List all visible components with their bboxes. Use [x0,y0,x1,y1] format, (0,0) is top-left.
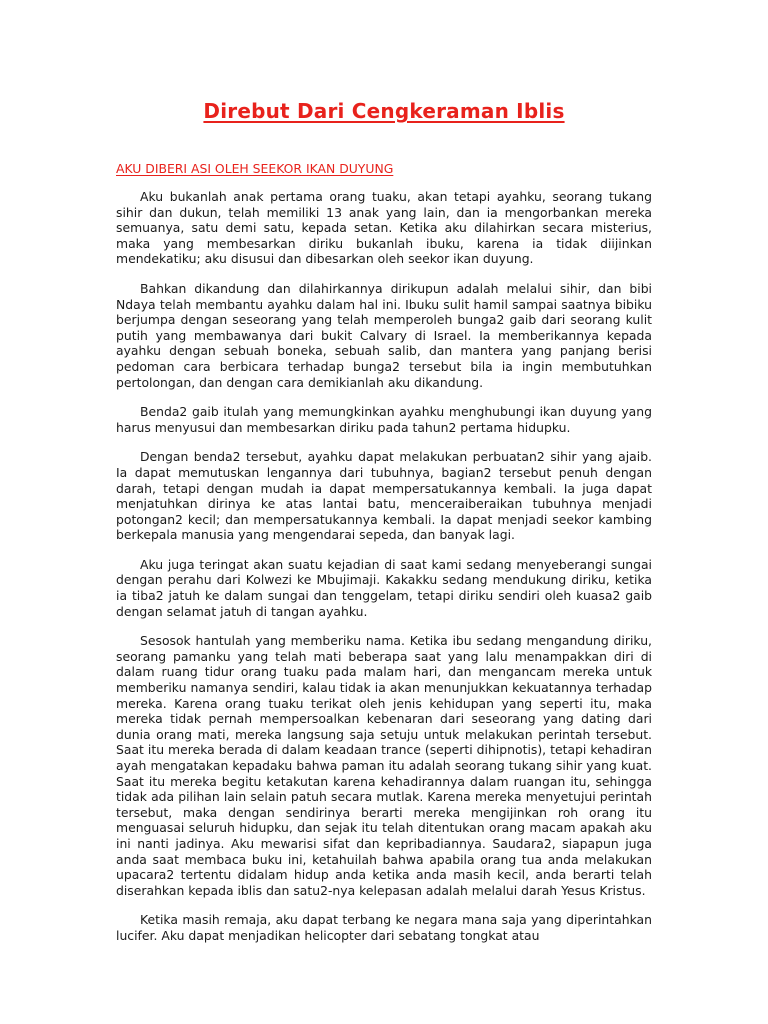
paragraph: Benda2 gaib itulah yang memungkinkan ayahku menghubungi ikan duyung yang harus menyusui dan membesarkan diriku pada tahun2 pertama hidupku. [116,404,652,435]
paragraph: Dengan benda2 tersebut, ayahku dapat melakukan perbuatan2 sihir yang ajaib. Ia dapat memutuskan lengannya dari tubuhnya, bagian2 tersebut penuh dengan darah, tetapi dengan mudah ia dapat mempersatukannya kembali. Ia juga dapat menjatuhkan dirinya ke atas lantai batu, menceraiberaikan tubuhnya menjadi potongan2 kecil; dan mempersatukannya kembali. Ia dapat menjadi seekor kambing berkepala manusia yang mengendarai sepeda, dan banyak lagi. [116,449,652,543]
paragraph: Ketika masih remaja, aku dapat terbang ke negara mana saja yang diperintahkan lucifer. Aku dapat menjadikan helicopter dari sebatang tongkat atau [116,912,652,943]
body-text [116,189,652,944]
paragraph: Aku juga teringat akan suatu kejadian di saat kami sedang menyeberangi sungai dengan perahu dari Kolwezi ke Mbujimaji. Kakakku sedang mendukung diriku, ketika ia tiba2 jatuh ke dalam sungai dan tenggelam, tetapi diriku sendiri oleh kuasa2 gaib dengan selamat jatuh di tangan ayahku. [116,556,652,619]
paragraph: Bahkan dikandung dan dilahirkannya dirikupun adalah melalui sihir, dan bibi Ndaya telah membantu ayahku dalam hal ini. Ibuku sulit hamil sampai saatnya bibiku berjumpa dengan seseorang yang telah memperoleh bunga2 gaib dari seorang kulit putih yang membawanya dari bukit Calvary di Israel. Ia memberikannya kepada ayahku dengan sebuah boneka, sebuah salib, dan mantera yang panjang berisi pedoman cara berbicara terhadap bunga2 tersebut bila ia ingin membutuhkan pertolongan, dan dengan cara demikianlah aku dikandung. [116,280,652,390]
chapter-heading: AKU DIBERI ASI OLEH SEEKOR IKAN DUYUNG [116,161,394,176]
paragraph: Sesosok hantulah yang memberiku nama. Ketika ibu sedang mengandung diriku, seorang pamanku yang telah mati beberapa saat yang lalu menampakkan diri di dalam ruang tidur orang tuaku pada malam hari, dan mengancam mereka untuk memberiku namanya sendiri, kalau tidak ia akan menunjukkan kekuatannya terhadap mereka. Karena orang tuaku terikat oleh jenis kehidupan yang seperti itu, maka mereka tidak pernah mempersoalkan kebenaran dari seseorang yang dating dari dunia orang mati, mereka langsung saja setuju untuk melakukan perintah tersebut. Saat itu mereka berada di dalam keadaan trance (seperti dihipnotis), tetapi kehadiran ayah mengatakan kepadaku bahwa paman itu adalah seorang tukang sihir yang kuat. Saat itu mereka begitu ketakutan karena kehadirannya dalam ruangan itu, sehingga tidak ada pilihan lain selain patuh secara mutlak. Karena mereka menyetujui perintah tersebut, maka dengan sendirinya berarti mereka mengijinkan roh orang itu menguasai seluruh hidupku, dan sejak itu telah ditentukan orang macam apakah aku ini nanti jadinya. Aku mewarisi sifat dan kepribadiannya. Saudara2, siapapun juga anda saat membaca buku ini, ketahuilah bahwa apabila orang tua anda melakukan upacara2 tertentu didalam hidup anda ketika anda masih kecil, anda berarti telah diserahkan kepada iblis dan satu2-nya kelepasan adalah melalui darah Yesus Kristus. [116,633,652,898]
paragraph: Aku bukanlah anak pertama orang tuaku, akan tetapi ayahku, seorang tukang sihir dan dukun, telah memiliki 13 anak yang lain, dan ia mengorbankan mereka semuanya, satu demi satu, kepada setan. Ketika aku dilahirkan secara misterius, maka yang membesarkan diriku bukanlah ibuku, karena ia tidak diijinkan mendekatiku; aku disusui dan dibesarkan oleh seekor ikan duyung. [116,189,652,267]
document-title: Direbut Dari Cengkeraman Iblis [203,99,565,123]
